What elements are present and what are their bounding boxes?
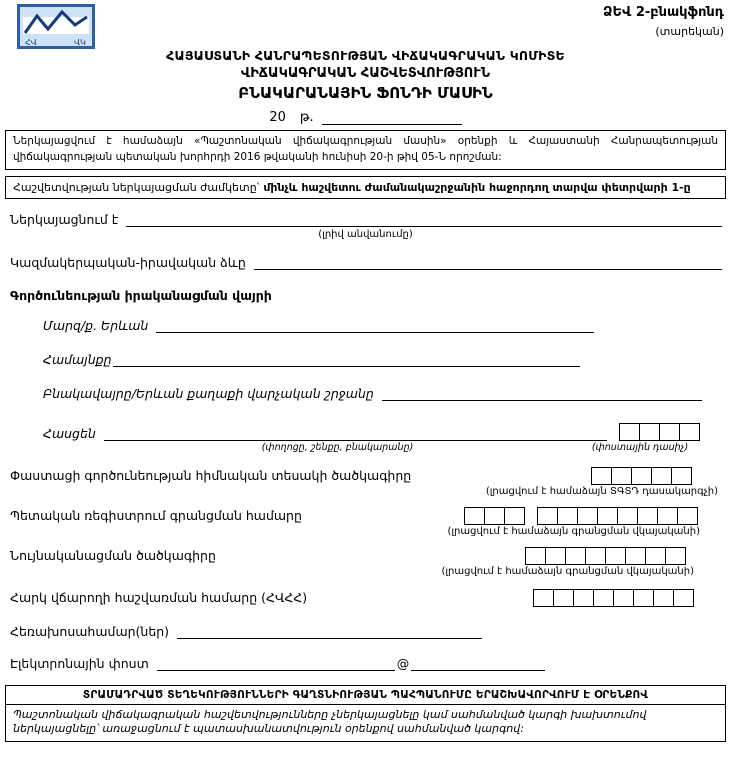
email-label: Էլեկտրոնային փոստ — [10, 655, 149, 671]
activity-location-heading: Գործունեության իրականացման վայրի — [10, 287, 272, 303]
legal-form-label: Կազմակերպական-իրավական ձևը — [10, 254, 246, 270]
email-at-separator: @ — [396, 655, 410, 671]
code-box[interactable] — [553, 589, 574, 607]
code-box[interactable] — [651, 467, 672, 485]
code-box[interactable] — [625, 547, 646, 565]
identification-code-caption: (լրացվում է համաձայն գրանցման վկայականի) — [441, 565, 694, 577]
deadline-note — [5, 176, 726, 199]
settlement-input[interactable] — [382, 385, 702, 401]
code-box[interactable] — [593, 589, 614, 607]
code-box[interactable] — [464, 507, 485, 525]
presented-by-row — [10, 211, 722, 227]
postal-code-boxes — [619, 423, 700, 441]
email-input-domain[interactable] — [411, 655, 545, 671]
form-code-block — [603, 5, 724, 38]
year-input[interactable] — [322, 110, 462, 125]
address-caption: (փողոցը, շենքը, բնակարանը) — [261, 441, 414, 453]
address-label: Հասցեն — [43, 425, 96, 441]
phone-row — [10, 623, 722, 639]
code-box[interactable] — [639, 423, 660, 441]
code-box[interactable] — [633, 589, 654, 607]
year-row — [5, 110, 726, 125]
tin-row — [10, 589, 722, 607]
postal-code-caption: (փոստային դասիչ) — [591, 441, 689, 453]
form-code: ՁԵՎ 2-բնակֆոնդ — [603, 5, 724, 20]
report-title: ԲՆԱԿԱՐԱՆԱՅԻՆ ՖՈՆԴԻ ՄԱՍԻՆ — [238, 84, 493, 102]
code-box[interactable] — [533, 589, 554, 607]
settlement-label: Բնակավայրը/Երևան քաղաքի վարչական շրջանը — [43, 385, 374, 401]
code-box[interactable] — [484, 507, 505, 525]
deadline-label: Հաշվետվության ներկայացման ժամկետը՝ — [13, 180, 260, 194]
year-prefix: 20 — [269, 110, 286, 125]
code-box[interactable] — [637, 507, 658, 525]
deadline-value: մինչև հաշվետու ժամանակաշրջանին հաջորդող տարվա փետրվարի 1-ը — [263, 180, 691, 194]
email-input-local[interactable] — [157, 655, 395, 671]
confidentiality-statement: ՏՐԱՄԱԴՐՎԱԾ ՏԵՂԵԿՈՒԹՅՈՒՆՆԵՐԻ ԳԱՂՏՆԻՈՒԹՅԱՆ ՊԱՀՊԱՆՈՒՄԸ ԵՐԱՇԽԱՎՈՐՎՈՒՄ Է ՕՐԵՆՔՈՎ — [6, 686, 725, 705]
register-number-label: Պետական ռեգիստրում գրանցման համարը — [10, 508, 302, 523]
email-row — [10, 655, 722, 671]
code-box[interactable] — [659, 423, 680, 441]
code-box[interactable] — [653, 589, 674, 607]
code-box[interactable] — [657, 507, 678, 525]
code-box[interactable] — [611, 467, 632, 485]
code-box[interactable] — [677, 507, 698, 525]
activity-code-caption: (լրացվում է համաձայն ՏԳՏԴ դասակարգչի) — [485, 485, 718, 497]
legal-basis-note: Ներկայացվում է համաձայն «Պաշտոնական վիճակագրության մասին» օրենքի և Հայաստանի Հանրապետության վիճակագրության պետական խորհրդի 2016 թվականի հունիսի 20-ի թիվ 05-Ն որոշման: — [5, 130, 726, 170]
code-box[interactable] — [545, 547, 566, 565]
code-box[interactable] — [591, 467, 612, 485]
year-label: թ. — [299, 110, 314, 125]
register-number-boxes-group2 — [537, 507, 698, 525]
community-row — [43, 351, 722, 367]
code-box[interactable] — [617, 507, 638, 525]
form-periodicity: (տարեկան) — [655, 25, 724, 38]
code-box[interactable] — [631, 467, 652, 485]
register-number-row — [10, 507, 722, 525]
code-box[interactable] — [673, 589, 694, 607]
code-box[interactable] — [565, 547, 586, 565]
presented-by-label: Ներկայացնում է — [10, 211, 119, 227]
tin-label: Հարկ վճարողի հաշվառման համարը (ՀՎՀՀ) — [10, 590, 308, 605]
code-box[interactable] — [619, 423, 640, 441]
code-box[interactable] — [671, 467, 692, 485]
code-box[interactable] — [679, 423, 700, 441]
code-box[interactable] — [557, 507, 578, 525]
presented-by-input[interactable] — [126, 211, 722, 227]
report-type: ՎԻՃԱԿԱԳՐԱԿԱՆ ՀԱՇՎԵՏՎՈՒԹՅՈՒՆ — [240, 66, 491, 81]
code-box[interactable] — [613, 589, 634, 607]
footer-box — [5, 685, 726, 743]
code-box[interactable] — [573, 589, 594, 607]
logo-letters-right: ՎԿ — [74, 38, 86, 47]
legal-form-row — [10, 254, 722, 270]
code-box[interactable] — [525, 547, 546, 565]
code-box[interactable] — [645, 547, 666, 565]
code-box[interactable] — [665, 547, 686, 565]
identification-code-row — [10, 547, 722, 565]
code-box[interactable] — [597, 507, 618, 525]
settlement-row — [43, 385, 722, 401]
code-box[interactable] — [585, 547, 606, 565]
address-captions — [65, 442, 700, 453]
tin-boxes — [533, 589, 694, 607]
region-label: Մարզ/ք. Երևան — [43, 317, 149, 333]
community-label: Համայնքը — [43, 351, 112, 367]
form-header — [5, 2, 726, 130]
activity-code-label: Փաստացի գործունեության հիմնական տեսակի ծածկագիրը — [10, 468, 412, 483]
code-box[interactable] — [605, 547, 626, 565]
register-number-boxes-group1 — [464, 507, 525, 525]
activity-code-row — [10, 467, 722, 485]
phone-input[interactable] — [177, 623, 482, 639]
legal-form-input[interactable] — [254, 254, 722, 270]
region-input[interactable] — [156, 317, 594, 333]
community-input[interactable] — [113, 351, 581, 367]
phone-label: Հեռախոսահամար(ներ) — [10, 623, 170, 639]
logo-letters-left: ՀՎ — [25, 38, 37, 47]
committee-name: ՀԱՅԱՍՏԱՆԻ ՀԱՆՐԱՊԵՏՈՒԹՅԱՆ ՎԻՃԱԿԱԳՐԱԿԱՆ ԿՈՄԻՏԵ — [166, 48, 565, 63]
code-box[interactable] — [537, 507, 558, 525]
code-box[interactable] — [504, 507, 525, 525]
liability-statement: Պաշտոնական վիճակագրական հաշվետվությունները չներկայացնելը կամ սահմանված կարգի խախտումով ներկայացնելը՝ առաջացնում է պատասխանատվություն օրենքով սահմանված կարգով: — [13, 707, 647, 736]
presented-by-caption: (լրիվ անվանումը) — [318, 228, 413, 240]
code-box[interactable] — [577, 507, 598, 525]
armstat-logo — [17, 4, 95, 49]
activity-code-boxes — [591, 467, 692, 485]
register-number-caption: (լրացվում է համաձայն գրանցման վկայականի) — [447, 525, 700, 537]
address-input[interactable] — [104, 425, 607, 441]
region-row — [43, 317, 722, 333]
identification-code-label: Նույնականացման ծածկագիրը — [10, 548, 216, 563]
identification-code-boxes — [525, 547, 686, 565]
address-row — [43, 423, 722, 441]
